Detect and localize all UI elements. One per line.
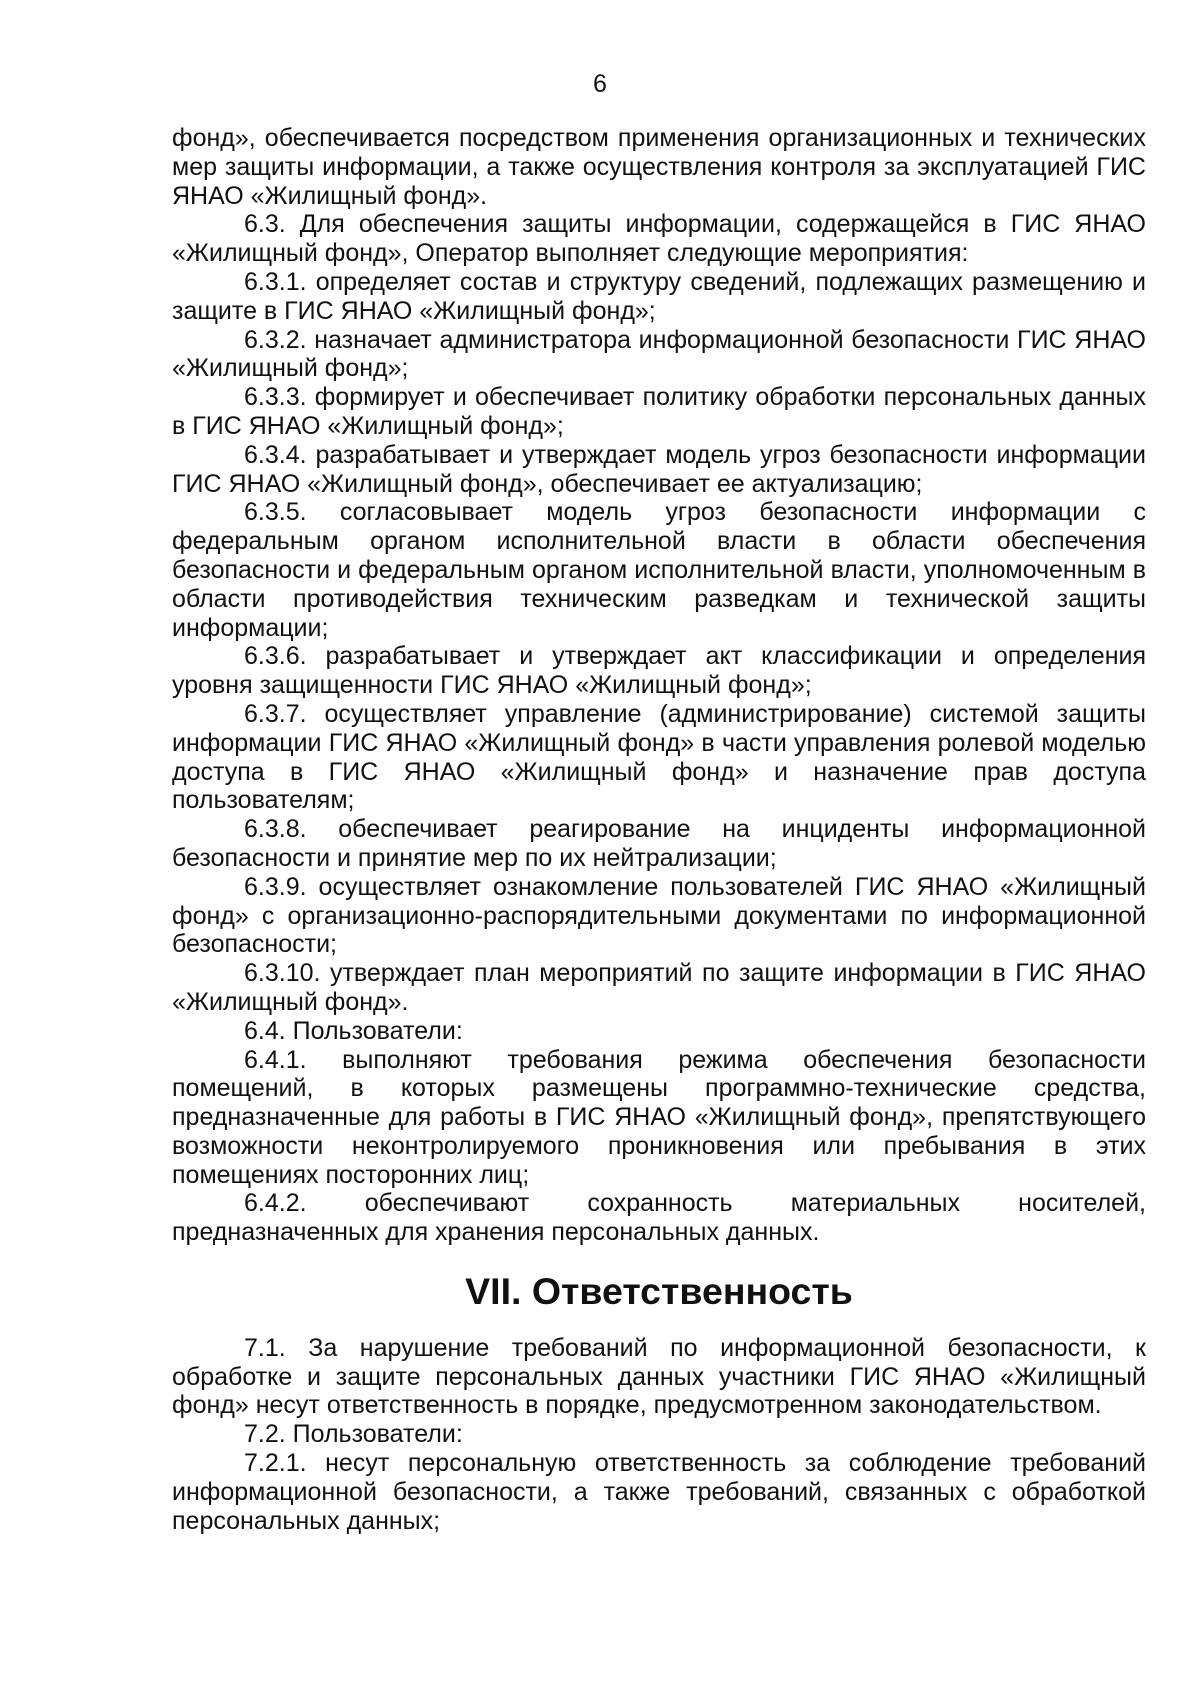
paragraph-6-3-9: 6.3.9. осуществляет ознакомление пользователей ГИС ЯНАО «Жилищный фонд» с организационно-распорядительными документами по информационной безопасности; [172,872,1146,959]
paragraph-7-1: 7.1. За нарушение требований по информационной безопасности, к обработке и защите персональных данных участники ГИС ЯНАО «Жилищный фонд» несут ответственность в порядке, предусмотренном законодательством. [172,1333,1146,1420]
paragraph-6-3-6: 6.3.6. разрабатывает и утверждает акт классификации и определения уровня защищенности ГИС ЯНАО «Жилищный фонд»; [172,642,1146,700]
paragraph-6-3: 6.3. Для обеспечения защиты информации, содержащейся в ГИС ЯНАО «Жилищный фонд», Оператор выполняет следующие мероприятия: [172,210,1146,268]
paragraph-6-3-2: 6.3.2. назначает администратора информационной безопасности ГИС ЯНАО «Жилищный фонд»; [172,325,1146,383]
page-number: 6 [593,70,607,98]
paragraph-6-4: 6.4. Пользователи: [244,1016,463,1045]
paragraph-6-4-2: 6.4.2. обеспечивают сохранность материальных носителей, предназначенных для хранения персональных данных. [172,1189,1146,1247]
paragraph-6-3-8: 6.3.8. обеспечивает реагирование на инциденты информационной безопасности и принятие мер по их нейтрализации; [172,815,1146,872]
paragraph-6-3-4: 6.3.4. разрабатывает и утверждает модель угроз безопасности информации ГИС ЯНАО «Жилищный фонд», обеспечивает ее актуализацию; [172,440,1146,498]
paragraph-6-3-7: 6.3.7. осуществляет управление (администрирование) системой защиты информации ГИС ЯНАО «Жилищный фонд» в части управления ролевой моделью доступа в ГИС ЯНАО «Жилищный фонд» и назначение прав доступа пользователям; [172,699,1146,815]
paragraph-6-3-10: 6.3.10. утверждает план мероприятий по защите информации в ГИС ЯНАО «Жилищный фонд». [172,959,1146,1016]
section-6-paragraphs [172,124,1146,1247]
paragraph-continuation: фонд», обеспечивается посредством применения организационных и технических мер защиты информации, а также осуществления контроля за эксплуатацией ГИС ЯНАО «Жилищный фонд». [172,124,1146,210]
paragraph-6-3-5: 6.3.5. согласовывает модель угроз безопасности информации с федеральным органом исполнительной власти в области обеспечения безопасности и федеральным органом исполнительной власти, уполномоченным в области противодействия техническим разведкам и технической защиты информации; [172,498,1146,642]
document-body [172,124,1146,1535]
section-heading: VII. Ответственность [465,1270,853,1313]
paragraph-7-2-1: 7.2.1. несут персональную ответственность за соблюдение требований информационной безопасности, а также требований, связанных с обработкой персональных данных; [172,1449,1146,1535]
paragraph-6-3-3: 6.3.3. формирует и обеспечивает политику обработки персональных данных в ГИС ЯНАО «Жилищный фонд»; [172,383,1146,440]
section-7-paragraphs [172,1334,1146,1536]
paragraph-6-4-1: 6.4.1. выполняют требования режима обеспечения безопасности помещений, в которых размещены программно-технические средства, предназначенные для работы в ГИС ЯНАО «Жилищный фонд», препятствующего возможности неконтролируемого проникновения или пребывания в этих помещениях посторонних лиц; [172,1045,1146,1189]
paragraph-6-3-1: 6.3.1. определяет состав и структуру сведений, подлежащих размещению и защите в ГИС ЯНАО «Жилищный фонд»; [172,267,1146,325]
paragraph-7-2: 7.2. Пользователи: [244,1420,463,1449]
